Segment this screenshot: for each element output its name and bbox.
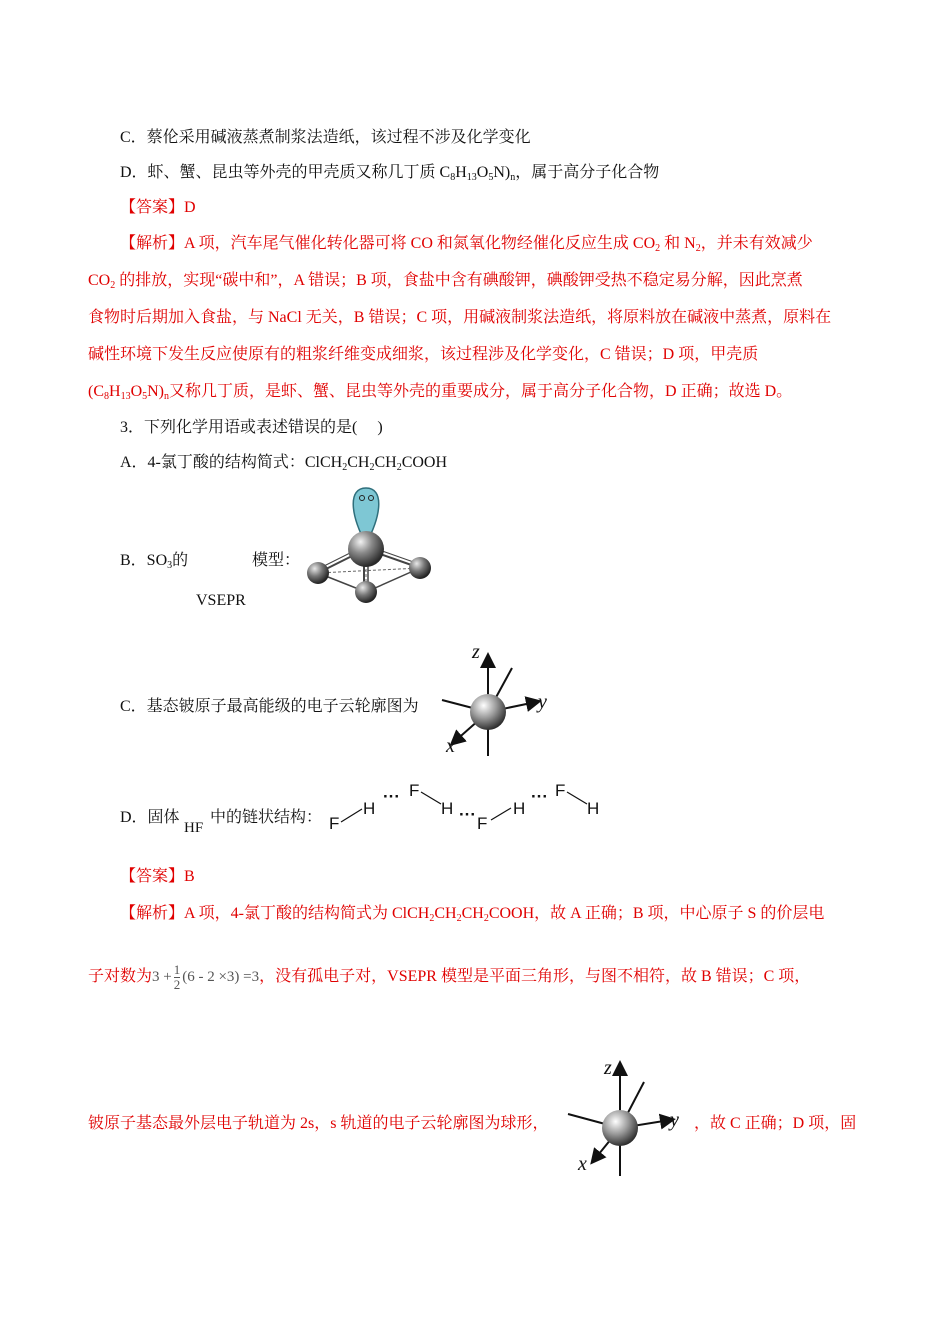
hf-hbond-2: ··· [459,805,476,824]
q2-option-c: C．蔡伦采用碱液蒸煮制浆法造纸，该过程不涉及化学变化 [120,129,531,146]
axis-x-label: x [446,735,455,757]
hf-atom-h1: H [363,799,376,818]
q2-option-d: D．虾、蟹、昆虫等外壳的甲壳质又称几丁质 $C_8H_{13}O_5N)_n$，属于高分子化合物 [120,164,660,183]
q3-answer: 【答案】B [120,868,195,885]
q3-analysis-line3-a: 铍原子基态最外层电子轨道为 2s，s 轨道的电子云轮廓图为球形， [88,1115,549,1132]
q3-option-b-model-label: 模型： [252,552,301,569]
hf-atom-h4: H [587,799,600,818]
s-orbital-figure [440,640,560,760]
hf-atom-f2: F [409,781,420,800]
hf-atom-f1: F [329,814,340,833]
hf-atom-f3: F [477,814,488,833]
q2-analysis-line5: $(C_8H_{13}O_5N)_n$又称几丁质，是虾、蟹、昆虫等外壳的重要成分，属于高分子化合物，D 正确；故选 D。 [88,383,793,402]
q3-option-c: C．基态铍原子最高能级的电子云轮廓图为 [120,698,419,715]
q3-stem: 3．下列化学用语或表述错误的是( ) [120,419,383,436]
q2-answer: 【答案】D [120,199,196,216]
q2-analysis-line2: $CO_2$ 的排放，实现“碳中和”，A 错误；B 项，食盐中含有碘酸钾，碘酸钾受热不稳定易分解，因此烹煮 [88,272,803,291]
hf-atom-h3: H [513,799,526,818]
q3-analysis-line1: 【解析】A 项，4-氯丁酸的结构简式为 $ClCH_2CH_2CH_2COOH$，故 A 正确；B 项，中心原子 S 的价层电 [120,905,825,924]
q3-option-b: B．$SO_3$的 [120,552,189,571]
axis-y-label: y [538,691,547,713]
valence-pair-formula: 3 + $\frac{1}{2}$ (6 - 2 ×3) =3 [152,962,260,992]
so3-vsepr-model-figure [300,484,440,612]
q2-analysis-line1: 【解析】A 项，汽车尾气催化转化器可将 CO 和氮氧化物经催化反应生成 $CO_2$ 和 $N_2$，并未有效减少 [120,235,813,254]
q3-option-d-suffix: 中的链状结构： [210,809,323,826]
q2-analysis-line3: 食物时后期加入食盐，与 NaCl 无关，B 错误；C 项，用碱液制浆法造纸，将原料放在碱液中蒸煮，原料在 [88,309,832,326]
q3-analysis-line3-b: ，故 C 正确；D 项，固 [694,1115,857,1132]
hf-chain-figure [325,776,610,834]
hf-atom-f4: F [555,781,566,800]
hf-hbond-1: ··· [383,787,400,806]
q3-option-b-vsepr: VSEPR [196,592,246,609]
q3-option-d: D．固体 [120,809,180,826]
q3-option-a: A．4-氯丁酸的结构简式：$ClCH_2CH_2CH_2COOH$ [120,454,448,473]
axis-y-label-2: y [670,1109,679,1131]
axis-z-label-2: z [604,1057,612,1079]
q2-analysis-line4: 碱性环境下发生反应使原有的粗浆纤维变成细浆，该过程涉及化学变化，C 错误；D 项，甲壳质 [88,346,759,363]
axis-z-label: z [472,641,480,663]
q3-option-d-hf: HF [184,820,204,836]
hf-hbond-3: ··· [531,787,548,806]
hf-atom-h2: H [441,799,454,818]
q3-analysis-line2: 子对数为3 + $\frac{1}{2}$ (6 - 2 ×3) =3，没有孤电子对，VSEPR 模型是平面三角形，与图不相符，故 B 错误；C 项， [88,962,811,992]
axis-x-label-2: x [578,1153,587,1175]
s-orbital-figure-2 [566,1056,692,1180]
